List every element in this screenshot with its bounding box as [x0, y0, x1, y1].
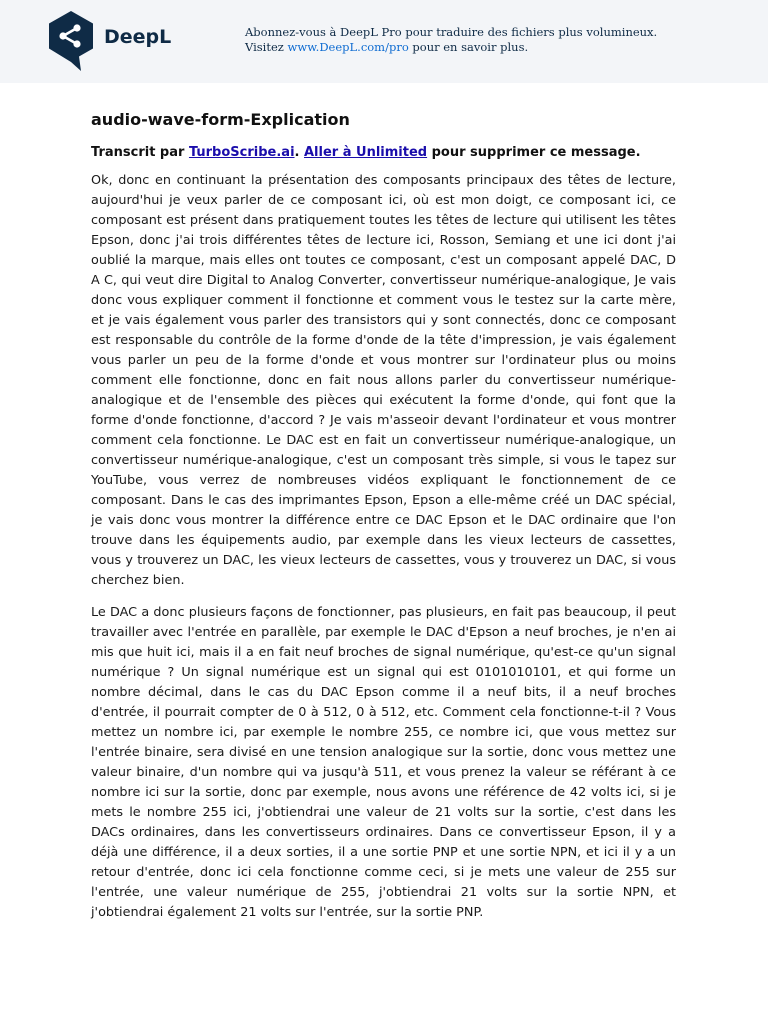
promo-suffix: pour en savoir plus.: [408, 40, 529, 54]
promo-prefix: Visitez: [245, 40, 288, 54]
promo-line-1: Abonnez-vous à DeepL Pro pour traduire des fichiers plus volumineux.: [245, 25, 658, 39]
paragraph-1: Ok, donc en continuant la présentation des composants principaux des têtes de lecture, aujourd'hui je veux parler de ce composant ici, où est mon doigt, ce composant ici, ce composant est présent dans pratiquement toutes les têtes de lecture qui utilisent les têtes Epson, donc j'ai trois différentes têtes de lecture ici, Rosson, Semiang et une ici dont j'ai oublié la marque, mais elles ont toutes ce composant, c'est un composant appelé DAC, D A C, qui veut dire Digital to Analog Converter, convertisseur numérique-analogique, Je vais donc vous expliquer comment il fonctionne et comment vous le testez sur la carte mère, et je vais également vous parler des transistors qui y sont connectés, donc ce composant est responsable du contrôle de la forme d'onde de la tête d'impression, je vais également vous parler un peu de la forme d'onde et vous montrer sur l'ordinateur plus ou moins comment elle fonctionne, donc en fait nous allons parler du convertisseur numérique-analogique et de l'ensemble des pièces qui exécutent la forme d'onde, qui font que la forme d'onde fonctionne, d'accord ? Je vais m'asseoir devant l'ordinateur et vous montrer comment cela fonctionne. Le DAC est en fait un convertisseur numérique-analogique, un convertisseur numérique-analogique, c'est un composant très simple, si vous le tapez sur YouTube, vous verrez de nombreuses vidéos expliquant le fonctionnement de ce composant. Dans le cas des imprimantes Epson, Epson a elle-même créé un DAC spécial, je vais donc vous montrer la différence entre ce DAC Epson et le DAC ordinaire que l'on trouve dans les équipements audio, par exemple dans les vieux lecteurs de cassettes, vous y trouverez un DAC, les vieux lecteurs de cassettes, vous y trouverez un DAC, si vous cherchez bien.: [91, 173, 676, 588]
transcription-notice: [91, 145, 676, 160]
transcribed-prefix: Transcrit par: [91, 145, 189, 160]
deepl-logo-icon: [46, 10, 96, 72]
document-body: [91, 108, 676, 935]
deepl-logo-text: DeepL: [104, 26, 172, 48]
document-title: audio-wave-form-Explication: [91, 110, 350, 129]
deepl-pro-link[interactable]: www.DeepL.com/pro: [287, 40, 409, 54]
deepl-banner: [0, 0, 768, 83]
promo-line-2: [245, 40, 657, 55]
transcribed-suffix: pour supprimer ce message.: [427, 145, 641, 160]
pro-promo: [245, 25, 657, 55]
turboscribe-link[interactable]: TurboScribe.ai: [188, 145, 295, 160]
unlimited-link[interactable]: Aller à Unlimited: [304, 145, 428, 160]
transcribed-separator: .: [294, 145, 304, 160]
deepl-logo[interactable]: [46, 10, 171, 72]
paragraph-2: Le DAC a donc plusieurs façons de fonctionner, pas plusieurs, en fait pas beaucoup, il peut travailler avec l'entrée en parallèle, par exemple le DAC d'Epson a neuf broches, je n'en ai mis que huit ici, mais il a en fait neuf broches de signal numérique, qu'est-ce qu'un signal numérique ? Un signal numérique est un signal qui est 0101010101, et qui forme un nombre décimal, dans le cas du DAC Epson comme il a neuf bits, il a neuf broches d'entrée, il pourrait compter de 0 à 512, 0 à 512, etc. Comment cela fonctionne-t-il ? Vous mettez un nombre ici, par exemple le nombre 255, ce nombre ici, que vous mettez sur l'entrée binaire, sera divisé en une tension analogique sur la sortie, donc vous mettez une valeur binaire, d'un nombre qui va jusqu'à 511, et vous prenez la valeur se référant à ce nombre ici sur la sortie, donc par exemple, nous avons une référence de 42 volts ici, si je mets le nombre 255 ici, j'obtiendrai une valeur de 21 volts sur la sortie, c'est dans les DACs ordinaires, dans les convertisseurs ordinaires. Dans ce convertisseur Epson, il y a déjà une différence, il a deux sorties, il a une sortie PNP et une sortie NPN, et ici il y a un retour d'entrée, donc ici cela fonctionne comme ceci, si je mets une valeur de 255 sur l'entrée, une valeur numérique de 255, j'obtiendrai 21 volts sur la sortie NPN, et j'obtiendrai également 21 volts sur l'entrée, sur la sortie PNP.: [91, 605, 676, 920]
